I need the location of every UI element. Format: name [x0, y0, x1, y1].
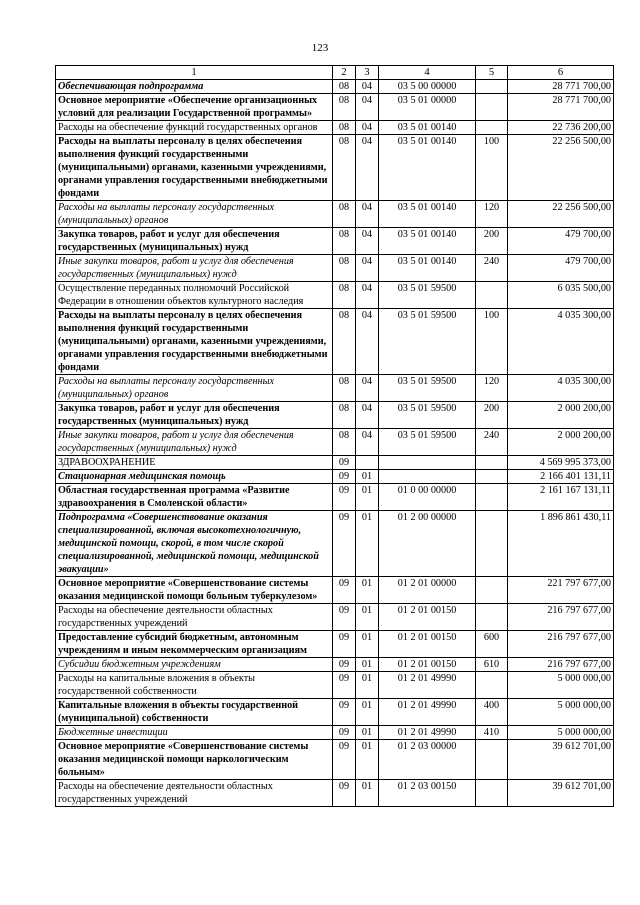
table-row — [56, 672, 614, 699]
row-section: 08 — [333, 94, 356, 121]
row-name: Капитальные вложения в объекты государственной (муниципальной) собственности — [56, 699, 333, 726]
table-row — [56, 255, 614, 282]
row-expense-type: 610 — [476, 658, 508, 672]
row-name: Областная государственная программа «Развитие здравоохранения в Смоленской области» — [56, 484, 333, 511]
row-name: Основное мероприятие «Совершенствование системы оказания медицинской помощи больным туберкулезом» — [56, 577, 333, 604]
table-row — [56, 309, 614, 375]
table-row — [56, 726, 614, 740]
row-target-code: 03 5 01 00140 — [379, 255, 476, 282]
row-amount: 4 035 300,00 — [508, 309, 614, 375]
row-target-code: 03 5 01 59500 — [379, 429, 476, 456]
row-amount: 221 797 677,00 — [508, 577, 614, 604]
row-target-code: 01 2 01 00150 — [379, 658, 476, 672]
row-section: 09 — [333, 672, 356, 699]
table-row — [56, 456, 614, 470]
row-name: Расходы на выплаты персоналу в целях обеспечения выполнения функций государственными (муниципальными) органами, казенными учреждениями, органами управления государственными внебюджетными фондами — [56, 135, 333, 201]
row-section: 08 — [333, 402, 356, 429]
row-expense-type: 200 — [476, 402, 508, 429]
table-row — [56, 282, 614, 309]
row-name: Расходы на выплаты персоналу государственных (муниципальных) органов — [56, 201, 333, 228]
row-target-code: 01 2 01 00000 — [379, 577, 476, 604]
row-section: 09 — [333, 470, 356, 484]
row-amount: 22 736 200,00 — [508, 121, 614, 135]
row-subsection: 04 — [356, 80, 379, 94]
row-target-code: 03 5 01 00140 — [379, 135, 476, 201]
row-section: 09 — [333, 604, 356, 631]
row-amount: 216 797 677,00 — [508, 631, 614, 658]
row-section: 08 — [333, 121, 356, 135]
row-amount: 22 256 500,00 — [508, 135, 614, 201]
row-target-code: 03 5 01 59500 — [379, 402, 476, 429]
row-name: Расходы на выплаты персоналу государственных (муниципальных) органов — [56, 375, 333, 402]
table-row — [56, 375, 614, 402]
row-expense-type — [476, 470, 508, 484]
row-target-code — [379, 456, 476, 470]
row-section: 09 — [333, 699, 356, 726]
row-name: Основное мероприятие «Обеспечение организационных условий для реализации Государственной программы» — [56, 94, 333, 121]
row-name: Иные закупки товаров, работ и услуг для обеспечения государственных (муниципальных) нужд — [56, 429, 333, 456]
row-amount: 216 797 677,00 — [508, 658, 614, 672]
row-section: 09 — [333, 511, 356, 577]
row-amount: 28 771 700,00 — [508, 80, 614, 94]
row-section: 08 — [333, 80, 356, 94]
row-expense-type: 120 — [476, 375, 508, 402]
row-subsection: 04 — [356, 121, 379, 135]
row-subsection: 01 — [356, 740, 379, 780]
row-subsection: 01 — [356, 604, 379, 631]
budget-table — [55, 65, 614, 807]
row-target-code: 03 5 01 00000 — [379, 94, 476, 121]
row-target-code: 01 2 01 49990 — [379, 726, 476, 740]
table-row — [56, 470, 614, 484]
row-subsection: 04 — [356, 255, 379, 282]
row-expense-type: 240 — [476, 429, 508, 456]
table-header-row — [56, 66, 614, 80]
row-amount: 39 612 701,00 — [508, 740, 614, 780]
col-header-4: 4 — [379, 66, 476, 80]
row-expense-type: 400 — [476, 699, 508, 726]
table-row — [56, 511, 614, 577]
row-name: Осуществление переданных полномочий Российской Федерации в отношении объектов культурного наследия — [56, 282, 333, 309]
row-name: ЗДРАВООХРАНЕНИЕ — [56, 456, 333, 470]
row-target-code — [379, 470, 476, 484]
row-expense-type — [476, 780, 508, 807]
row-subsection: 01 — [356, 470, 379, 484]
row-amount: 22 256 500,00 — [508, 201, 614, 228]
table-row — [56, 201, 614, 228]
row-amount: 5 000 000,00 — [508, 672, 614, 699]
row-subsection — [356, 456, 379, 470]
row-expense-type — [476, 484, 508, 511]
row-amount: 479 700,00 — [508, 255, 614, 282]
row-subsection: 04 — [356, 375, 379, 402]
row-name: Расходы на выплаты персоналу в целях обеспечения выполнения функций государственными (муниципальными) органами, казенными учреждениями, органами управления государственными внебюджетными фондами — [56, 309, 333, 375]
row-name: Стационарная медицинская помощь — [56, 470, 333, 484]
row-subsection: 04 — [356, 228, 379, 255]
row-amount: 2 166 401 131,11 — [508, 470, 614, 484]
row-target-code: 01 2 01 49990 — [379, 699, 476, 726]
row-amount: 5 000 000,00 — [508, 726, 614, 740]
row-section: 08 — [333, 201, 356, 228]
row-amount: 216 797 677,00 — [508, 604, 614, 631]
row-expense-type — [476, 282, 508, 309]
row-target-code: 03 5 01 59500 — [379, 309, 476, 375]
row-name: Основное мероприятие «Совершенствование системы оказания медицинской помощи наркологическим больным» — [56, 740, 333, 780]
row-expense-type — [476, 511, 508, 577]
table-row — [56, 631, 614, 658]
row-subsection: 01 — [356, 780, 379, 807]
row-target-code: 03 5 01 00140 — [379, 228, 476, 255]
row-name: Расходы на обеспечение деятельности областных государственных учреждений — [56, 780, 333, 807]
row-subsection: 04 — [356, 94, 379, 121]
row-name: Расходы на капитальные вложения в объекты государственной собственности — [56, 672, 333, 699]
row-name: Расходы на обеспечение деятельности областных государственных учреждений — [56, 604, 333, 631]
table-row — [56, 80, 614, 94]
row-amount: 2 161 167 131,11 — [508, 484, 614, 511]
row-expense-type: 600 — [476, 631, 508, 658]
row-expense-type — [476, 94, 508, 121]
row-name: Подпрограмма «Совершенствование оказания специализированной, включая высокотехнологичную, медицинской помощи, скорой, в том числе скорой специализированной, медицинской помощи, медицинской эвакуации» — [56, 511, 333, 577]
table-row — [56, 402, 614, 429]
row-expense-type: 200 — [476, 228, 508, 255]
table-row — [56, 740, 614, 780]
row-section: 08 — [333, 309, 356, 375]
row-name: Расходы на обеспечение функций государственных органов — [56, 121, 333, 135]
row-amount: 4 035 300,00 — [508, 375, 614, 402]
table-row — [56, 484, 614, 511]
row-amount: 39 612 701,00 — [508, 780, 614, 807]
row-target-code: 01 2 00 00000 — [379, 511, 476, 577]
row-target-code: 03 5 01 59500 — [379, 282, 476, 309]
row-section: 09 — [333, 658, 356, 672]
row-subsection: 04 — [356, 201, 379, 228]
row-subsection: 01 — [356, 484, 379, 511]
row-name: Бюджетные инвестиции — [56, 726, 333, 740]
row-section: 08 — [333, 255, 356, 282]
row-amount: 1 896 861 430,11 — [508, 511, 614, 577]
table-row — [56, 135, 614, 201]
row-section: 09 — [333, 726, 356, 740]
table-row — [56, 228, 614, 255]
row-expense-type — [476, 121, 508, 135]
row-target-code: 03 5 01 00140 — [379, 201, 476, 228]
row-expense-type — [476, 604, 508, 631]
row-expense-type — [476, 577, 508, 604]
row-amount: 4 569 995 373,00 — [508, 456, 614, 470]
row-expense-type: 410 — [476, 726, 508, 740]
row-subsection: 01 — [356, 658, 379, 672]
row-name: Субсидии бюджетным учреждениям — [56, 658, 333, 672]
row-target-code: 01 0 00 00000 — [379, 484, 476, 511]
row-name: Закупка товаров, работ и услуг для обеспечения государственных (муниципальных) нужд — [56, 228, 333, 255]
table-row — [56, 604, 614, 631]
row-target-code: 01 2 01 49990 — [379, 672, 476, 699]
row-amount: 2 000 200,00 — [508, 402, 614, 429]
col-header-3: 3 — [356, 66, 379, 80]
row-subsection: 01 — [356, 726, 379, 740]
page-number: 123 — [311, 42, 329, 54]
row-target-code: 01 2 01 00150 — [379, 631, 476, 658]
row-subsection: 04 — [356, 309, 379, 375]
row-target-code: 01 2 03 00000 — [379, 740, 476, 780]
row-name: Закупка товаров, работ и услуг для обеспечения государственных (муниципальных) нужд — [56, 402, 333, 429]
row-section: 09 — [333, 780, 356, 807]
row-expense-type: 100 — [476, 135, 508, 201]
row-section: 08 — [333, 282, 356, 309]
row-target-code: 03 5 01 59500 — [379, 375, 476, 402]
row-expense-type — [476, 456, 508, 470]
row-section: 08 — [333, 228, 356, 255]
table-row — [56, 94, 614, 121]
row-section: 08 — [333, 429, 356, 456]
row-name: Предоставление субсидий бюджетным, автономным учреждениям и иным некоммерческим организациям — [56, 631, 333, 658]
table-row — [56, 429, 614, 456]
row-section: 08 — [333, 375, 356, 402]
col-header-2: 2 — [333, 66, 356, 80]
row-expense-type: 240 — [476, 255, 508, 282]
table-row — [56, 699, 614, 726]
col-header-6: 6 — [508, 66, 614, 80]
row-name: Обеспечивающая подпрограмма — [56, 80, 333, 94]
row-section: 09 — [333, 631, 356, 658]
row-target-code: 03 5 01 00140 — [379, 121, 476, 135]
row-expense-type — [476, 80, 508, 94]
row-subsection: 04 — [356, 282, 379, 309]
col-header-1: 1 — [56, 66, 333, 80]
row-subsection: 01 — [356, 672, 379, 699]
row-subsection: 04 — [356, 402, 379, 429]
row-section: 08 — [333, 135, 356, 201]
row-expense-type — [476, 672, 508, 699]
row-section: 09 — [333, 740, 356, 780]
row-expense-type: 120 — [476, 201, 508, 228]
table-row — [56, 658, 614, 672]
row-amount: 479 700,00 — [508, 228, 614, 255]
col-header-5: 5 — [476, 66, 508, 80]
row-subsection: 01 — [356, 511, 379, 577]
table-row — [56, 121, 614, 135]
row-section: 09 — [333, 484, 356, 511]
row-amount: 6 035 500,00 — [508, 282, 614, 309]
row-target-code: 03 5 00 00000 — [379, 80, 476, 94]
row-amount: 5 000 000,00 — [508, 699, 614, 726]
table-row — [56, 577, 614, 604]
row-subsection: 04 — [356, 135, 379, 201]
row-subsection: 01 — [356, 577, 379, 604]
row-expense-type: 100 — [476, 309, 508, 375]
table-row — [56, 780, 614, 807]
row-target-code: 01 2 01 00150 — [379, 604, 476, 631]
row-amount: 2 000 200,00 — [508, 429, 614, 456]
row-expense-type — [476, 740, 508, 780]
row-target-code: 01 2 03 00150 — [379, 780, 476, 807]
row-amount: 28 771 700,00 — [508, 94, 614, 121]
row-subsection: 01 — [356, 631, 379, 658]
row-name: Иные закупки товаров, работ и услуг для обеспечения государственных (муниципальных) нужд — [56, 255, 333, 282]
row-subsection: 01 — [356, 699, 379, 726]
row-section: 09 — [333, 456, 356, 470]
row-section: 09 — [333, 577, 356, 604]
row-subsection: 04 — [356, 429, 379, 456]
